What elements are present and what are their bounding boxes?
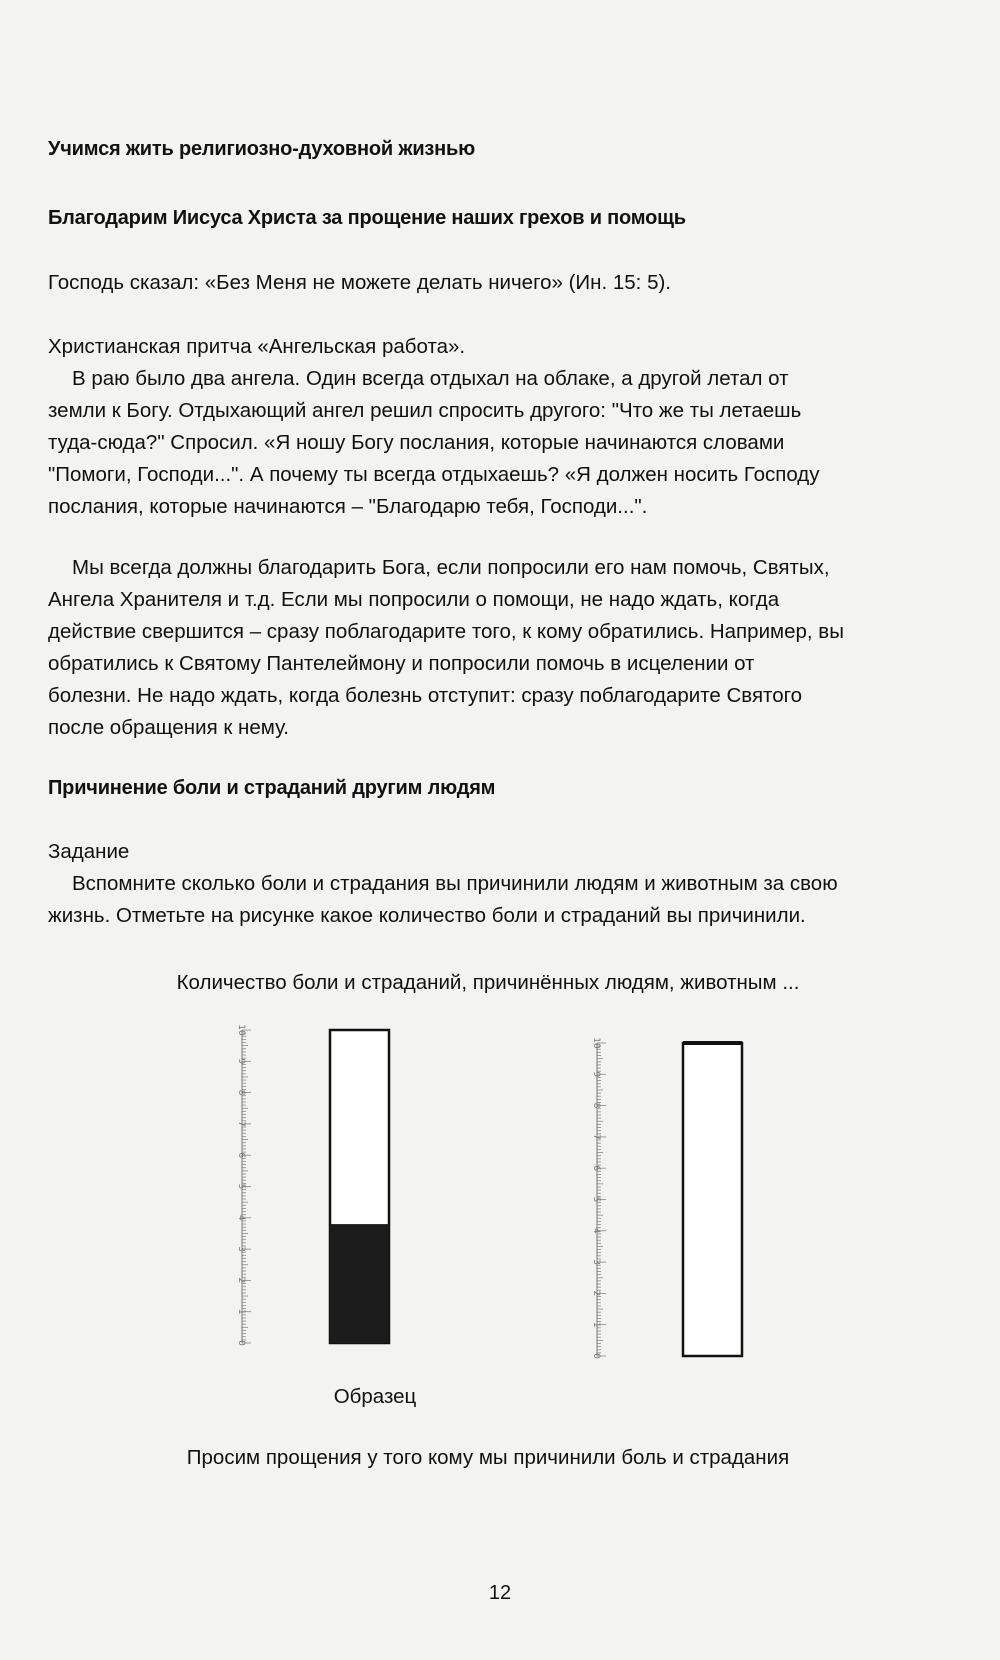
paragraph-line: обратились к Святому Пантелеймону и попросили помочь в исцелении от (48, 652, 755, 675)
sample-label: Образец (333, 1385, 417, 1408)
answer-scale-bar[interactable] (683, 1043, 742, 1356)
task-line: жизнь. Отметьте на рисунке какое количество боли и страданий вы причинили. (48, 904, 806, 927)
closing-line: Просим прощения у того кому мы причинили боль и страдания (186, 1446, 790, 1469)
section-heading: Причинение боли и страданий другим людям (48, 777, 496, 799)
parable-title: Христианская притча «Ангельская работа». (48, 335, 466, 358)
parable-line: туда-сюда?" Спросил. «Я ношу Богу послания, которые начинаются словами (48, 431, 785, 454)
figure-caption: Количество боли и страданий, причинённых людям, животным ... (176, 971, 800, 994)
page-title: Учимся жить религиозно-духовной жизнью (48, 138, 476, 160)
task-label: Задание (48, 840, 130, 863)
scripture-quote: Господь сказал: «Без Меня не можете делать ничего» (Ин. 15: 5). (48, 271, 671, 294)
answer-ruler-label: 4 (591, 1227, 601, 1234)
answer-ruler-label: 10 (591, 1037, 601, 1049)
answer-ruler-label: 1 (591, 1321, 601, 1328)
answer-ruler-label: 6 (591, 1165, 601, 1172)
sample-ruler-label: 6 (236, 1152, 246, 1159)
ruler-scale-blank (591, 1037, 606, 1359)
parable-line: В раю было два ангела. Один всегда отдыхал на облаке, а другой летал от (72, 367, 789, 390)
sample-ruler-label: 9 (236, 1058, 246, 1065)
answer-ruler-label: 3 (591, 1259, 601, 1265)
paragraph-line: болезни. Не надо ждать, когда болезнь отступит: сразу поблагодарите Святого (48, 684, 803, 707)
task-line: Вспомните сколько боли и страдания вы причинили людям и животным за свою (72, 872, 838, 895)
parable-line: "Помоги, Господи...". А почему ты всегда отдыхаешь? «Я должен носить Господу (48, 463, 820, 486)
page-number: 12 (488, 1582, 512, 1604)
sample-ruler-label: 7 (236, 1121, 246, 1127)
answer-ruler-label: 9 (591, 1071, 601, 1078)
sample-ruler-label: 5 (236, 1183, 246, 1190)
sample-ruler-label: 3 (236, 1246, 246, 1252)
answer-ruler-label: 5 (591, 1196, 601, 1203)
answer-ruler-label: 7 (591, 1134, 601, 1140)
section-subtitle: Благодарим Иисуса Христа за прощение наших грехов и помощь (48, 207, 686, 229)
paragraph-line: Мы всегда должны благодарить Бога, если попросили его нам помочь, Святых, (72, 556, 830, 579)
sample-ruler-label: 8 (236, 1089, 246, 1096)
paragraph-line: после обращения к нему. (48, 716, 289, 739)
answer-ruler-label: 8 (591, 1102, 601, 1109)
sample-scale-fill (330, 1224, 389, 1343)
answer-ruler-label: 0 (591, 1353, 601, 1359)
sample-ruler-label: 10 (236, 1024, 246, 1036)
sample-ruler-label: 4 (236, 1214, 246, 1221)
ruler-scale-sample (236, 1024, 251, 1346)
answer-ruler-label: 2 (591, 1290, 601, 1297)
sample-ruler-label: 0 (236, 1340, 246, 1346)
sample-ruler-label: 1 (236, 1308, 246, 1315)
parable-line: земли к Богу. Отдыхающий ангел решил спросить другого: "Что же ты летаешь (48, 399, 802, 422)
paragraph-line: действие свершится – сразу поблагодарите того, к кому обратились. Например, вы (48, 620, 844, 643)
sample-ruler-label: 2 (236, 1277, 246, 1284)
paragraph-line: Ангела Хранителя и т.д. Если мы попросили о помощи, не надо ждать, когда (48, 588, 780, 611)
parable-line: послания, которые начинаются – "Благодарю тебя, Господи...". (48, 495, 648, 518)
